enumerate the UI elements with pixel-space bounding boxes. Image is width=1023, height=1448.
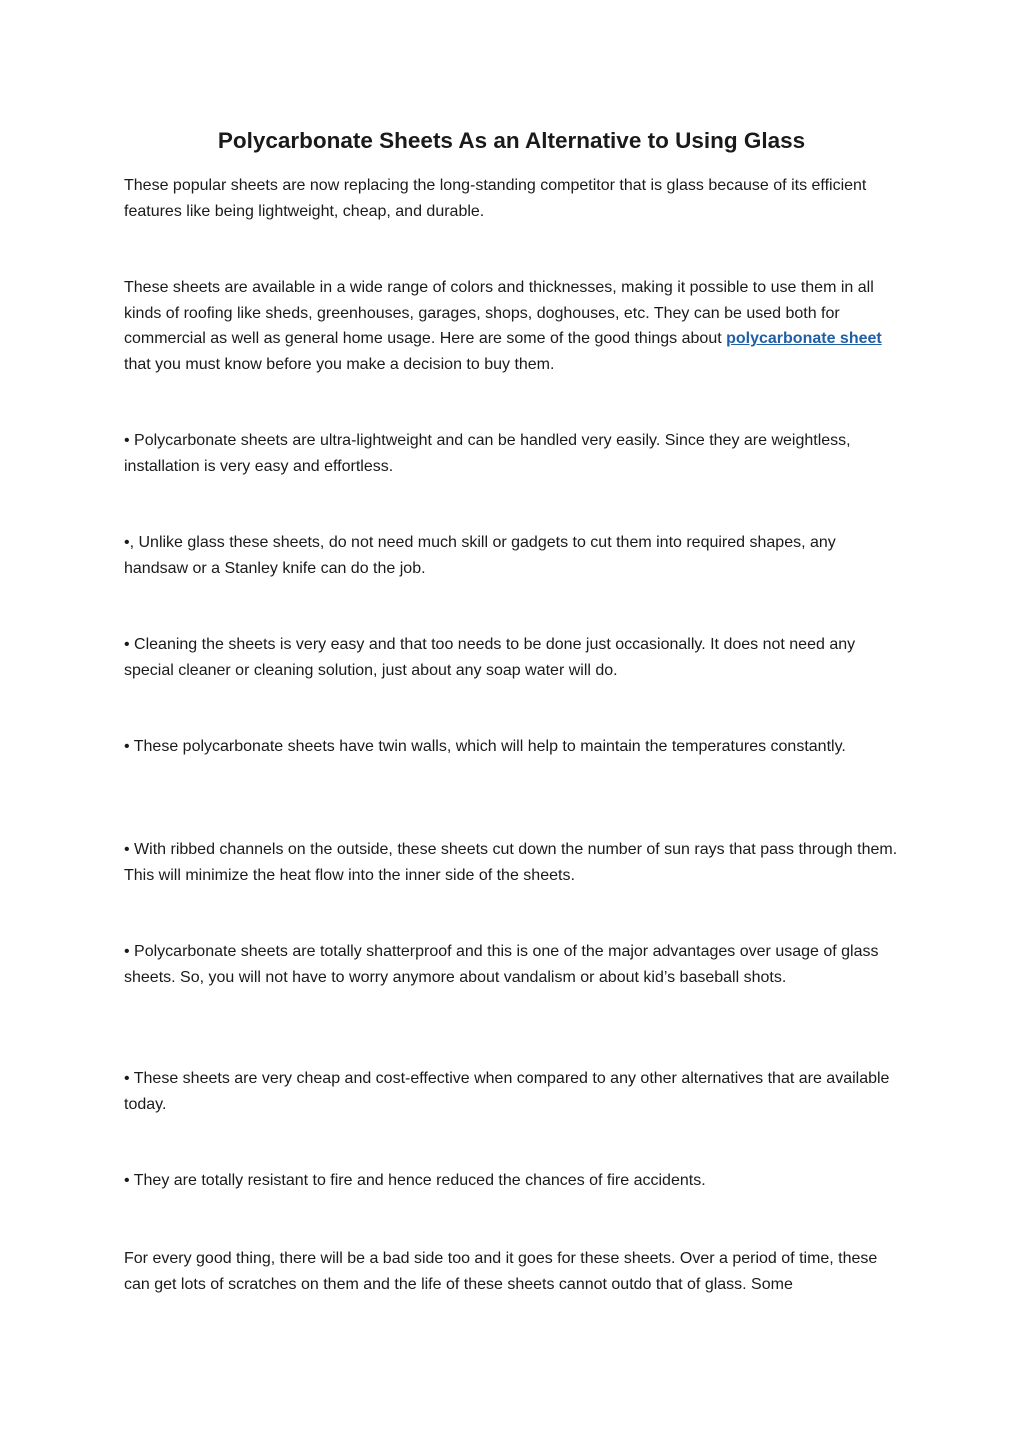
availability-text-before: These sheets are available in a wide range of colors and thicknesses, making it possible to use them in all kinds of roofing like sheds, greenhouses, garages, shops, doghouses, etc. They can be used both for commercial as well as general home usage. Here are some of the good things about [124, 279, 874, 347]
intro-paragraph: These popular sheets are now replacing the long-standing competitor that is glass because of its efficient features like being lightweight, cheap, and durable. [124, 177, 867, 220]
bullet-item-shatterproof: • Polycarbonate sheets are totally shatterproof and this is one of the major advantages over usage of glass sheets. So, you will not have to worry anymore about vandalism or about kid’s baseball shots. [124, 943, 879, 986]
bullet-item-lightweight: • Polycarbonate sheets are ultra-lightweight and can be handled very easily. Since they are weightless, installation is very easy and effortless. [124, 432, 851, 475]
document-title: Polycarbonate Sheets As an Alternative to Using Glass [217, 128, 806, 153]
bullet-item-cost-effective: • These sheets are very cheap and cost-effective when compared to any other alternatives that are available today. [124, 1070, 890, 1113]
bullet-item-ribbed-channels: • With ribbed channels on the outside, these sheets cut down the number of sun rays that pass through them. This will minimize the heat flow into the inner side of the sheets. [124, 841, 898, 884]
bullet-item-twin-walls: • These polycarbonate sheets have twin walls, which will help to maintain the temperatures constantly. [124, 738, 846, 755]
availability-text-after: that you must know before you make a decision to buy them. [124, 355, 555, 373]
polycarbonate-sheet-link[interactable]: polycarbonate sheet [726, 330, 882, 347]
bullet-item-cleaning: • Cleaning the sheets is very easy and that too needs to be done just occasionally. It does not need any special cleaner or cleaning solution, just about any soap water will do. [124, 636, 856, 679]
bullet-item-cutting: •, Unlike glass these sheets, do not need much skill or gadgets to cut them into required shapes, any handsaw or a Stanley knife can do the job. [124, 534, 836, 577]
availability-paragraph [124, 275, 899, 377]
bullet-item-fire-resistant: • They are totally resistant to fire and hence reduced the chances of fire accidents. [124, 1172, 706, 1189]
closing-paragraph: For every good thing, there will be a bad side too and it goes for these sheets. Over a period of time, these can get lots of scratches on them and the life of these sheets cannot outdo that of glass. Some [124, 1250, 878, 1293]
